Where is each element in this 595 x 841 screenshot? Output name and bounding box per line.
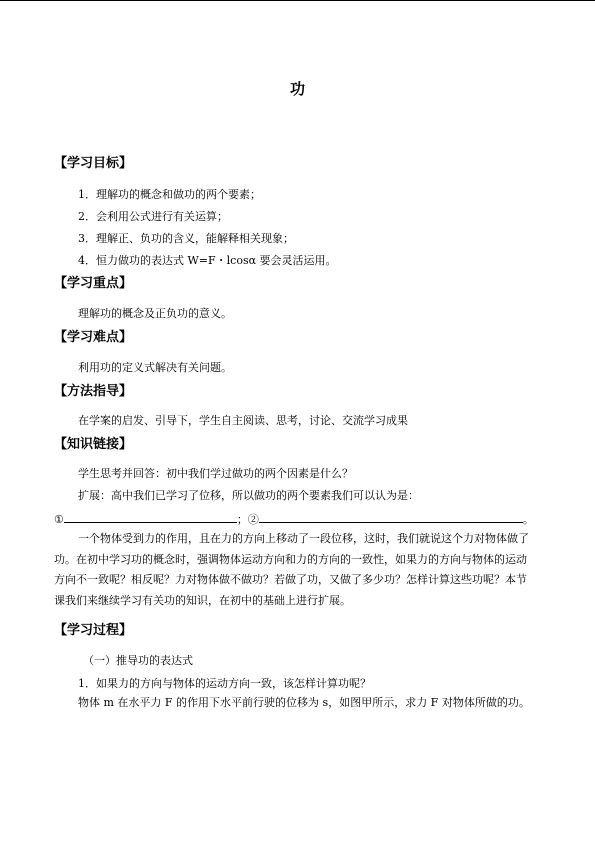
knowledge-question-2: 扩展：高中我们已学习了位移，所以做功的两个要素我们可以认为是： [78,489,419,502]
process-question-1: 1．如果力的方向与物体的运动方向一致，该怎样计算功呢？ [78,677,371,690]
section-heading-knowledge: 【知识链接】 [54,437,133,452]
process-paragraph: 物体 m 在水平力 F 的作用下水平前行驶的位移为 s，如图甲所示，求力 F 对物体所做的功。 [78,696,530,709]
goal-item-1: 1．理解功的概念和做功的两个要素； [78,188,261,201]
top-rule [0,0,595,1]
section-heading-difficulty: 【学习难点】 [54,330,133,345]
key-text: 理解功的概念及正负功的意义。 [78,307,232,320]
fill-blank-2[interactable] [259,511,523,523]
section-heading-method: 【方法指导】 [54,384,133,399]
process-subheading-1: （一）推导功的表达式 [83,654,193,667]
knowledge-question-1: 学生思考并回答：初中我们学过做功的两个因素是什么？ [78,467,353,480]
blank-line-row [54,511,544,527]
section-heading-process: 【学习过程】 [54,623,133,638]
page-title: 功 [289,80,305,98]
blank-mark-1: ① [54,513,64,526]
section-heading-goals: 【学习目标】 [54,156,133,171]
blank-end: 。 [522,513,534,526]
goal-item-2: 2．会利用公式进行有关运算； [78,210,228,223]
difficulty-text: 利用功的定义式解决有关问题。 [78,361,232,374]
goal-item-4: 4．恒力做功的表达式 W=F・lcosα 要会灵活运用。 [78,254,337,267]
method-text: 在学案的启发、引导下，学生自主阅读、思考，讨论、交流学习成果 [78,414,408,427]
goal-item-3: 3．理解正、负功的含义，能解释相关现象； [78,232,294,245]
blank-separator: ；② [236,513,259,526]
section-heading-key: 【学习重点】 [54,276,133,291]
knowledge-paragraph: 一个物体受到力的作用，且在力的方向上移动了一段位移，这时，我们就说这个力对物体做了功。在初中学习功的概念时，强调物体运动方向和力的方向的一致性，如果力的方向与物体的运动方向不一致呢？相反呢？力对物体做不做功？若做了功，又做了多少功？怎样计算这些功呢？本节课我们来继续学习有关功的知识，在初中的基础上进行扩展。 [54,532,529,607]
fill-blank-1[interactable] [64,511,237,523]
